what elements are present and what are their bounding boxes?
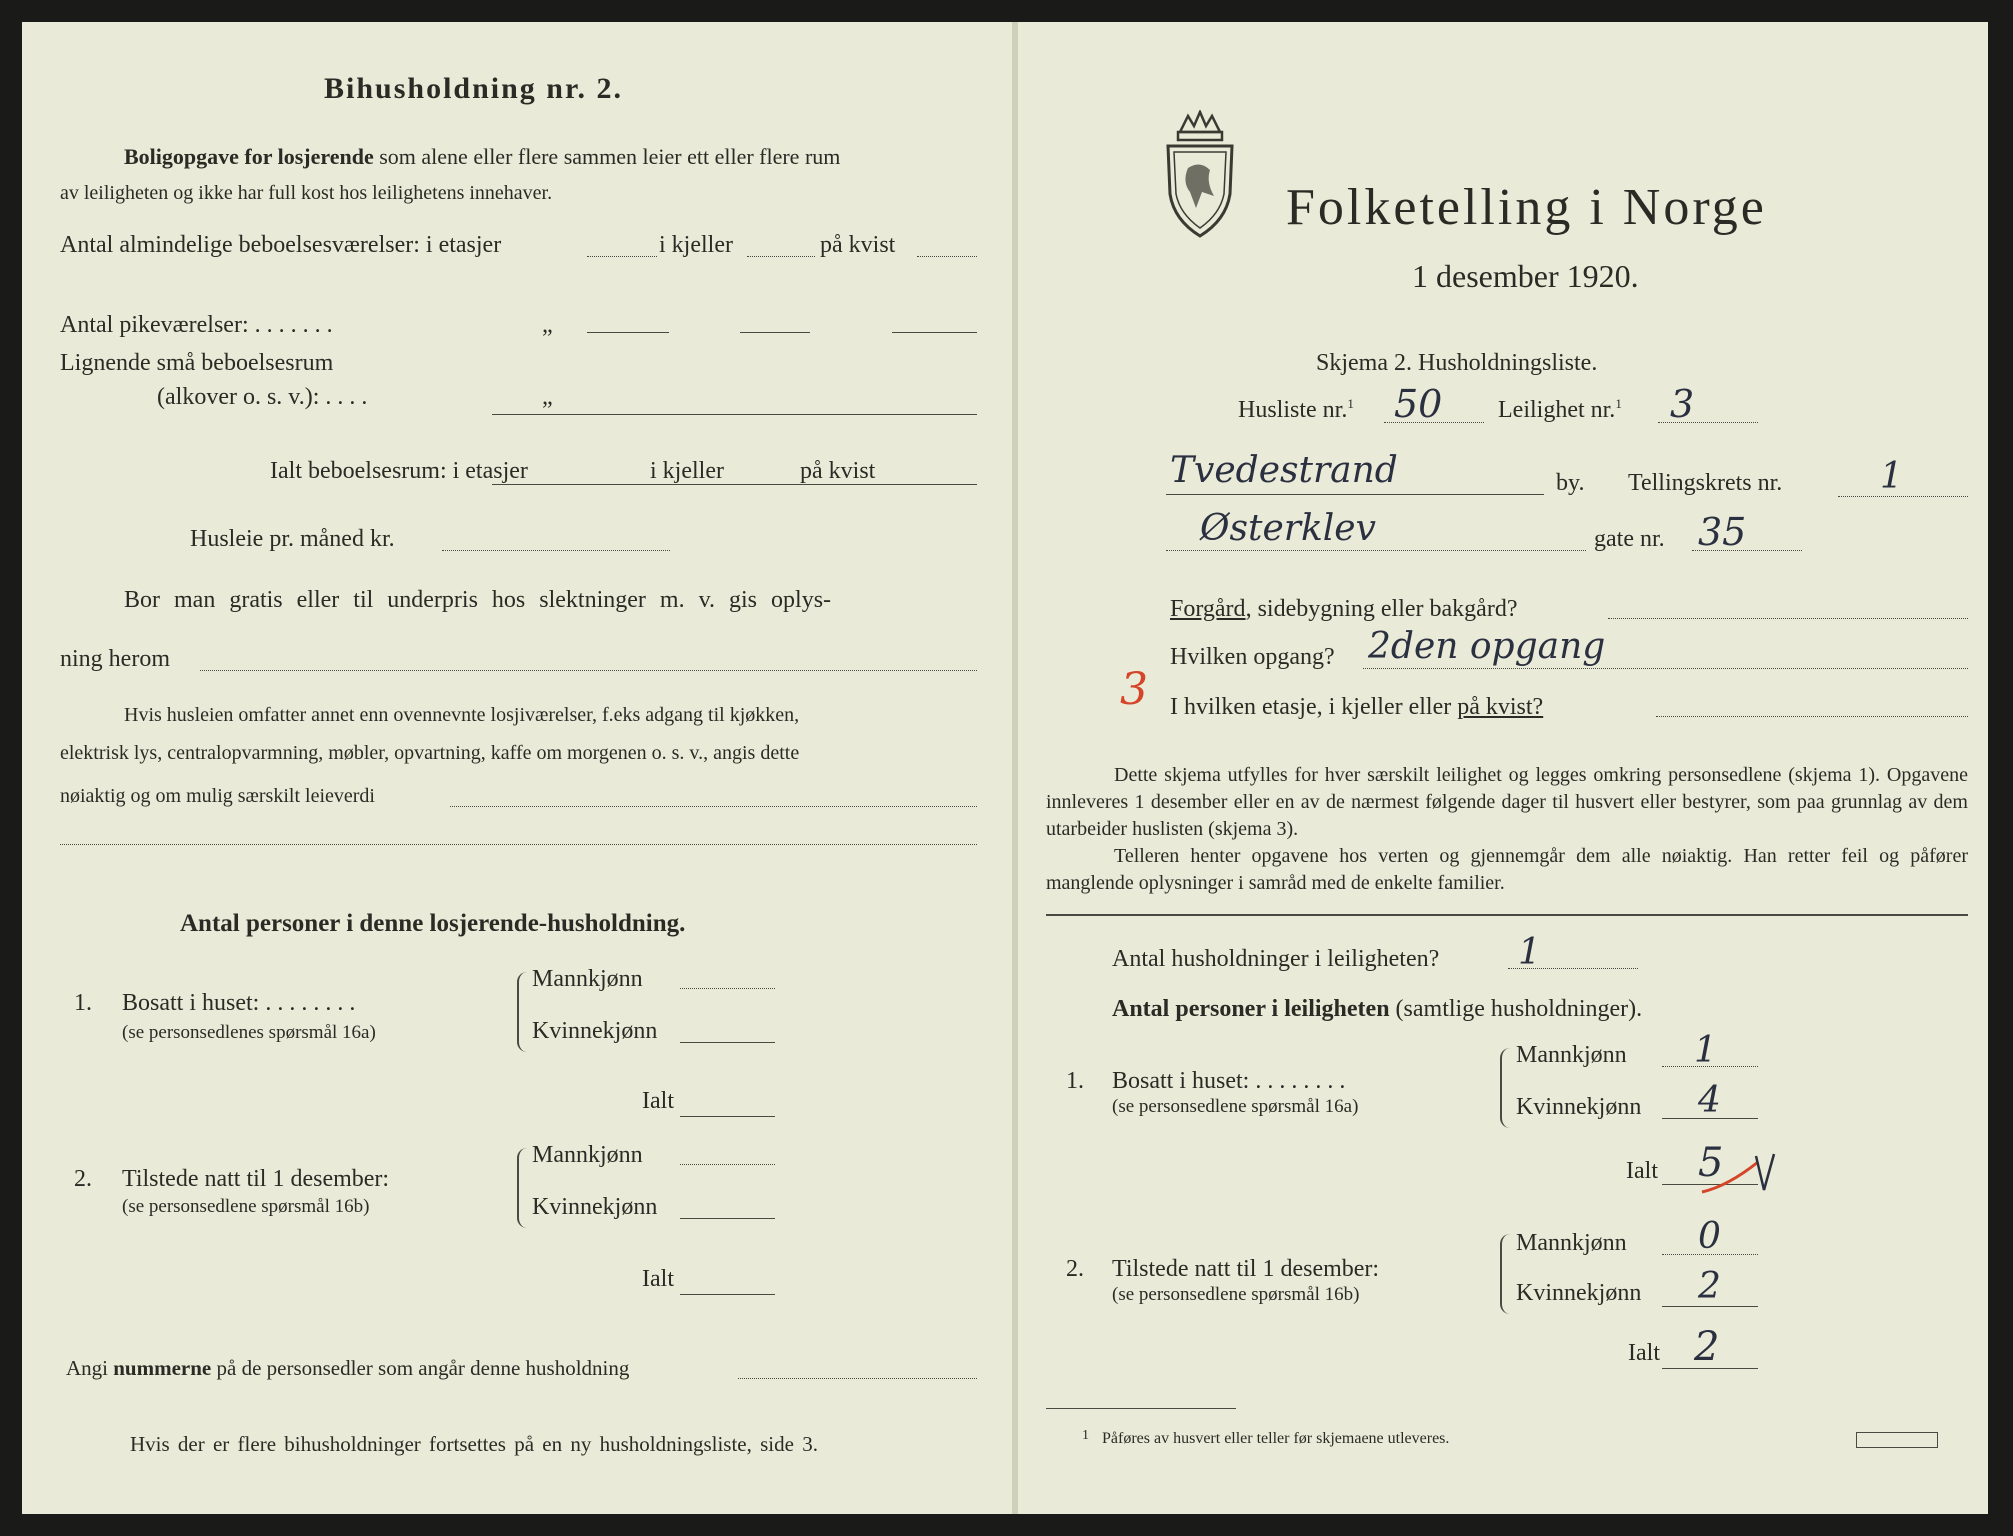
right-page xyxy=(1018,22,1988,1514)
schema-label: Skjema 2. Husholdningsliste. xyxy=(1316,350,1598,376)
leilighet-value: 3 xyxy=(1670,382,1695,426)
left-title: Bihusholdning nr. 2. xyxy=(324,72,624,105)
opgang-value: 2den opgang xyxy=(1368,626,1606,667)
q2-label: Tilstede natt til 1 desember: xyxy=(122,1166,390,1192)
r-q1-label: Bosatt i huset: . . . . . . . . xyxy=(1112,1068,1346,1094)
gate-field[interactable] xyxy=(1166,550,1586,551)
gate-nr-value: 35 xyxy=(1698,510,1747,554)
r-q1-kvinne-field[interactable] xyxy=(1662,1118,1758,1119)
hvis-field-2[interactable] xyxy=(60,844,977,845)
q1-label: Bosatt i huset: . . . . . . . . xyxy=(122,990,356,1016)
q2-mann-label: Mannkjønn xyxy=(532,1142,643,1168)
bor-text-1: Bor man gratis eller til underpris hos slektninger m. v. gis oplys- xyxy=(124,587,832,613)
rooms-kjeller-field[interactable] xyxy=(747,256,815,257)
main-title: Folketelling i Norge xyxy=(1286,179,1767,236)
q1-brace xyxy=(517,972,529,1052)
footnote-text: Påføres av husvert eller teller før skjemaene utleveres. xyxy=(1102,1430,1450,1447)
r-q1-brace xyxy=(1500,1048,1512,1128)
r-q1-kvinne-label: Kvinnekjønn xyxy=(1516,1094,1642,1120)
pike-kjeller-field[interactable] xyxy=(740,332,810,333)
q2-ialt-field[interactable] xyxy=(680,1294,775,1295)
ialt-kvist-label: på kvist xyxy=(800,458,876,484)
husliste-label: Husliste nr.$^1$ xyxy=(1238,396,1354,423)
q1-sub: (se personsedlenes spørsmål 16a) xyxy=(122,1022,376,1043)
r-q2-mann-label: Mannkjønn xyxy=(1516,1230,1627,1256)
krets-field[interactable] xyxy=(1838,496,1968,497)
opgang-field[interactable] xyxy=(1363,668,1968,669)
instructions-1: Dette skjema utfylles for hver særskilt leilighet og legges omkring personsedlene (skjema 1). Opgavene innleveres 1 desember eller en av de nærmest følgende dager til husvert eller bestyrer, som paa grunnlag av dem utarbeider huslisten (skjema 3). xyxy=(1046,764,1968,840)
q1-kvinne-label: Kvinnekjønn xyxy=(532,1018,658,1044)
ditto-mark: „ xyxy=(542,384,553,410)
forgard-question: Forgård, sidebygning eller bakgård? xyxy=(1170,596,1518,622)
q1-mann-field[interactable] xyxy=(680,988,775,989)
by-label: by. xyxy=(1556,470,1585,496)
husliste-value: 50 xyxy=(1394,382,1443,426)
r-q2-mann-value: 0 xyxy=(1698,1216,1721,1257)
left-footer: Hvis der er flere bihusholdninger fortsettes på en ny husholdningsliste, side 3. xyxy=(130,1432,818,1456)
antal-pers-heading: Antal personer i leiligheten (samtlige husholdninger). xyxy=(1112,996,1643,1022)
r-q2-label: Tilstede natt til 1 desember: xyxy=(1112,1256,1380,1282)
pike-kvist-field[interactable] xyxy=(892,332,977,333)
q2-kvinne-field[interactable] xyxy=(680,1218,775,1219)
q2-number: 2. xyxy=(74,1166,92,1192)
rooms-etasjer-field[interactable] xyxy=(587,256,657,257)
angi-field[interactable] xyxy=(738,1378,977,1379)
bor-field[interactable] xyxy=(200,670,977,671)
gate-value: Østerklev xyxy=(1200,508,1376,549)
r-q2-sub: (se personsedlene spørsmål 16b) xyxy=(1112,1284,1360,1305)
q2-brace xyxy=(517,1148,529,1228)
etasje-field[interactable] xyxy=(1656,716,1968,717)
intro-line-1: Boligopgave for losjerende som alene eller flere sammen leier ett eller flere rum xyxy=(124,144,841,169)
ialt-kjeller-label: i kjeller xyxy=(650,458,724,484)
husliste-field[interactable] xyxy=(1384,422,1484,423)
by-value: Tvedestrand xyxy=(1170,450,1398,491)
pike-etasjer-field[interactable] xyxy=(587,332,669,333)
r-q2-kvinne-label: Kvinnekjønn xyxy=(1516,1280,1642,1306)
q2-sub: (se personsedlene spørsmål 16b) xyxy=(122,1196,370,1217)
red-check-mark-icon xyxy=(1698,1150,1778,1200)
q1-ialt-label: Ialt xyxy=(642,1088,674,1114)
antal-heading: Antal personer i denne losjerende-husholdning. xyxy=(180,910,686,937)
by-field[interactable] xyxy=(1166,494,1544,495)
ialt-rooms-label: Ialt beboelsesrum: i etasjer xyxy=(270,458,528,484)
leilighet-label: Leilighet nr.$^1$ xyxy=(1498,396,1622,423)
angi-text: Angi nummerne på de personsedler som angår denne husholdning xyxy=(66,1356,630,1380)
r-q2-number: 2. xyxy=(1066,1256,1084,1282)
gate-label: gate nr. xyxy=(1594,526,1665,552)
lignende-label-2: (alkover o. s. v.): . . . . xyxy=(157,384,368,410)
footnote-mark: 1 xyxy=(1082,1428,1089,1443)
r-q1-mann-field[interactable] xyxy=(1662,1066,1758,1067)
antal-hush-field[interactable] xyxy=(1508,968,1638,969)
r-q2-ialt-label: Ialt xyxy=(1628,1340,1660,1366)
r-q2-kvinne-value: 2 xyxy=(1698,1266,1721,1307)
rooms-kvist-field[interactable] xyxy=(917,256,977,257)
r-q1-sub: (se personsedlene spørsmål 16a) xyxy=(1112,1096,1359,1117)
bor-text-2: ning herom xyxy=(60,646,170,672)
r-q2-kvinne-field[interactable] xyxy=(1662,1306,1758,1307)
etasje-question: I hvilken etasje, i kjeller eller på kvist? xyxy=(1170,694,1544,720)
rooms-kvist-label: på kvist xyxy=(820,232,896,258)
q2-ialt-label: Ialt xyxy=(642,1266,674,1292)
lignende-field[interactable] xyxy=(492,414,977,415)
rooms-kjeller-label: i kjeller xyxy=(659,232,733,258)
hvis-field[interactable] xyxy=(450,806,977,807)
q2-kvinne-label: Kvinnekjønn xyxy=(532,1194,658,1220)
r-q1-mann-value: 1 xyxy=(1694,1030,1717,1071)
r-q2-mann-field[interactable] xyxy=(1662,1254,1758,1255)
forgard-field[interactable] xyxy=(1608,618,1968,619)
r-q1-mann-label: Mannkjønn xyxy=(1516,1042,1627,1068)
hvis-text-1: Hvis husleien omfatter annet enn ovennevnte losjiværelser, f.eks adgang til kjøkken, xyxy=(124,704,800,726)
intro-line-2: av leiligheten og ikke har full kost hos leilighetens innehaver. xyxy=(60,182,553,204)
q1-number: 1. xyxy=(74,990,92,1016)
printer-stamp-icon xyxy=(1856,1432,1938,1448)
ditto-mark: „ xyxy=(542,312,553,338)
pike-label: Antal pikeværelser: . . . . . . . xyxy=(60,312,333,338)
husleie-label: Husleie pr. måned kr. xyxy=(190,526,395,552)
left-page xyxy=(22,22,1012,1514)
q2-mann-field[interactable] xyxy=(680,1164,775,1165)
rooms-label: Antal almindelige beboelsesværelser: i etasjer xyxy=(60,232,502,258)
antal-hush-value: 1 xyxy=(1518,932,1541,973)
hvis-text-3: nøiaktig og om mulig særskilt leieverdi xyxy=(60,785,375,807)
instructions-2: Telleren henter opgavene hos verten og gjennemgår dem alle nøiaktig. Han retter feil og påfører manglende oplysninger i samråd med de enkelte familier. xyxy=(1046,845,1968,894)
antal-hush-label: Antal husholdninger i leiligheten? xyxy=(1112,946,1440,972)
husleie-field[interactable] xyxy=(442,550,670,551)
ialt-rooms-field[interactable] xyxy=(492,484,977,485)
opgang-label: Hvilken opgang? xyxy=(1170,644,1335,670)
footnote-rule xyxy=(1046,1408,1236,1409)
r-q1-kvinne-value: 4 xyxy=(1698,1080,1721,1121)
red-pencil-mark: 3 xyxy=(1120,664,1148,715)
q1-ialt-field[interactable] xyxy=(680,1116,775,1117)
gate-nr-field[interactable] xyxy=(1692,550,1802,551)
r-q1-ialt-label: Ialt xyxy=(1626,1158,1658,1184)
q1-kvinne-field[interactable] xyxy=(680,1042,775,1043)
r-q1-number: 1. xyxy=(1066,1068,1084,1094)
leilighet-field[interactable] xyxy=(1658,422,1758,423)
q1-mann-label: Mannkjønn xyxy=(532,966,643,992)
r-q2-ialt-field[interactable] xyxy=(1662,1368,1758,1369)
census-date: 1 desember 1920. xyxy=(1412,258,1639,294)
r-q2-brace xyxy=(1500,1234,1512,1314)
norwegian-coat-of-arms-icon xyxy=(1160,110,1240,240)
lignende-label-1: Lignende små beboelsesrum xyxy=(60,350,334,376)
hvis-text-2: elektrisk lys, centralopvarmning, møbler, opvartning, kaffe om morgenen o. s. v., angis dette xyxy=(60,742,800,764)
krets-value: 1 xyxy=(1880,456,1903,497)
krets-label: Tellingskrets nr. xyxy=(1628,470,1783,496)
r-q1-ialt-value: 5 xyxy=(1698,1140,1724,1186)
r-q2-ialt-value: 2 xyxy=(1694,1324,1720,1370)
section-divider xyxy=(1046,914,1968,916)
